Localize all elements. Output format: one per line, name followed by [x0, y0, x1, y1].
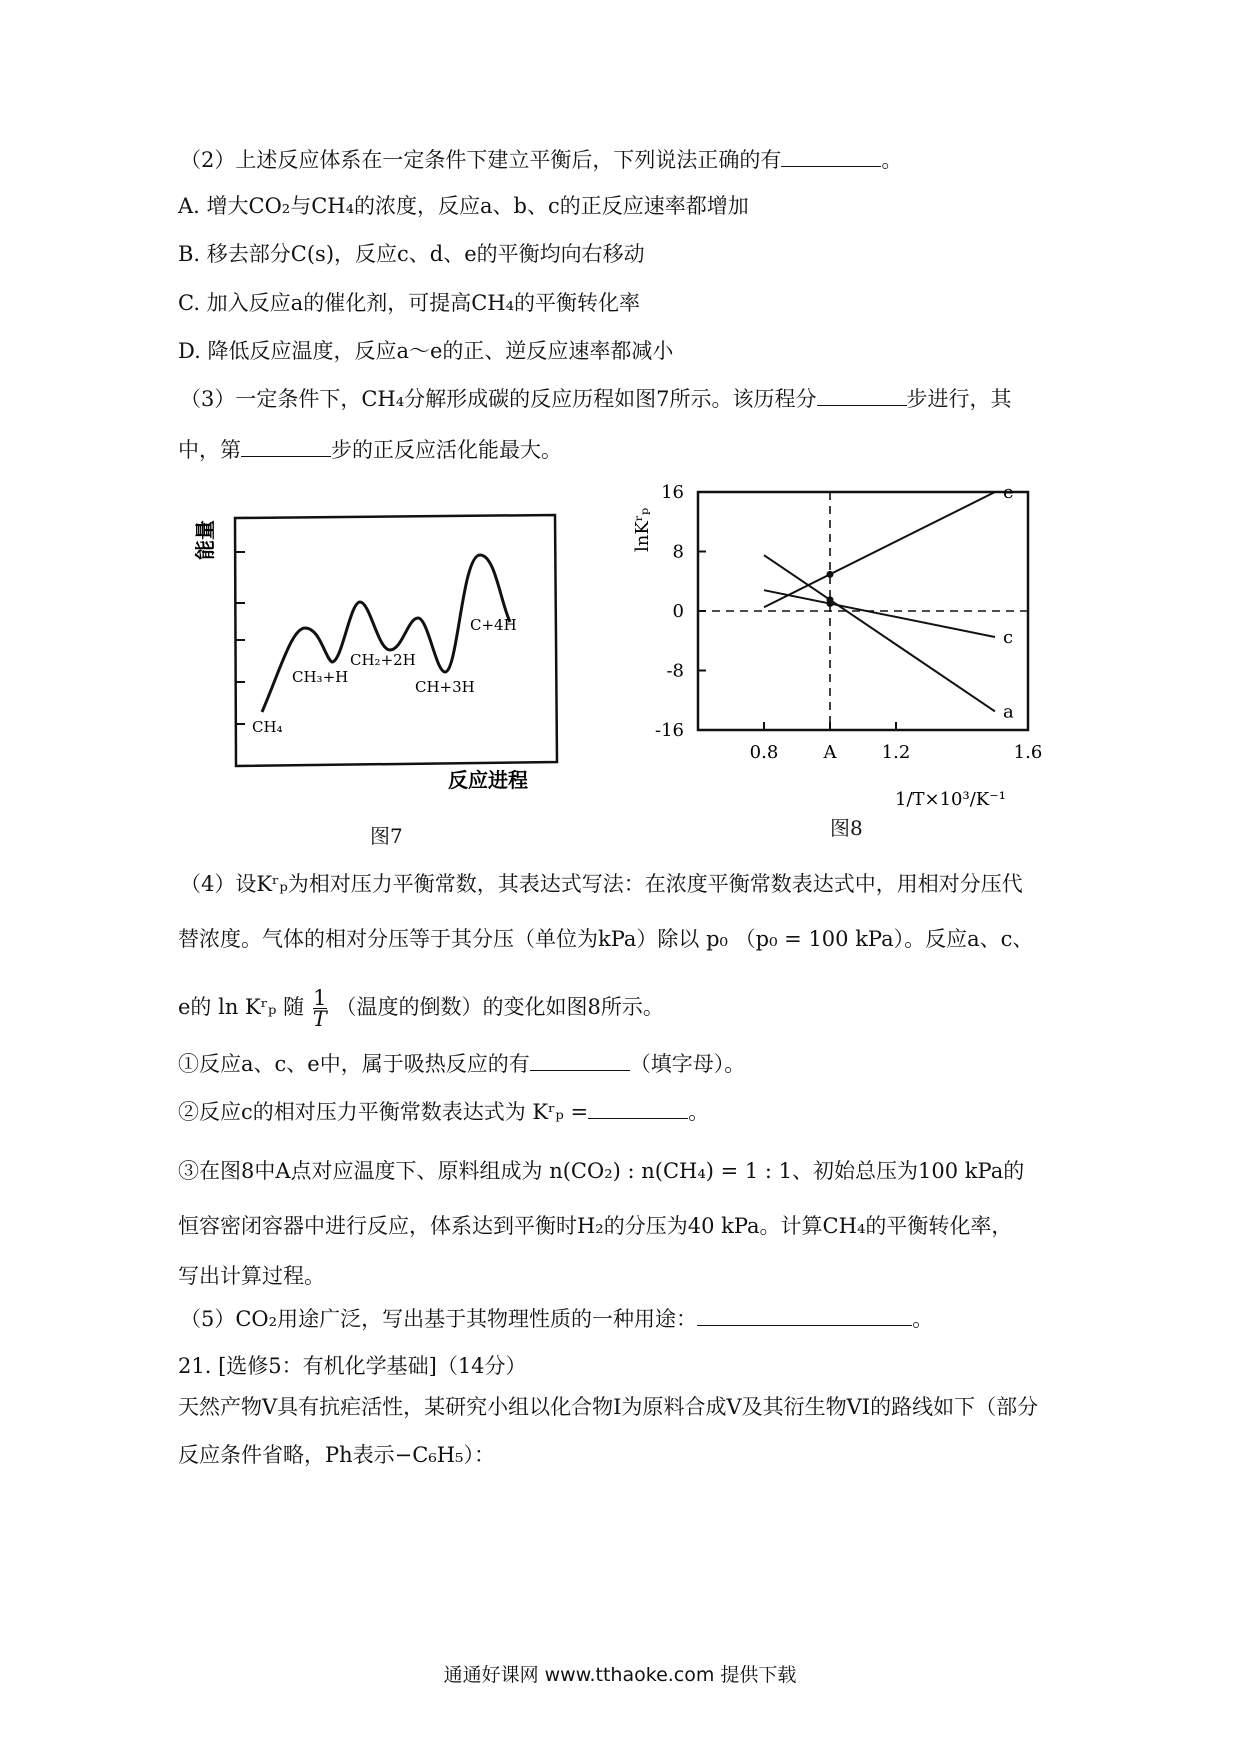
fig7-ylabel: 能量: [193, 520, 217, 560]
q2-option-d: D. 降低反应温度，反应a～e的正、逆反应速率都减小: [178, 339, 674, 363]
x-tick-label: 1.6: [1013, 742, 1043, 763]
q21-line1: 天然产物V具有抗疟活性，某研究小组以化合物I为原料合成V及其衍生物VI的路线如下（部分: [178, 1395, 1039, 1419]
fig7-caption: 图7: [370, 824, 403, 848]
q4-line2: 替浓度。气体的相对分压等于其分压（单位为kPa）除以 p₀ （p₀ = 100 kPa）。反应a、c、: [178, 927, 1034, 951]
fig7-y-ticks: [236, 552, 245, 724]
q4-sub3-line1: ③在图8中A点对应温度下、原料组成为 n(CO₂) : n(CH₄) = 1 : 1、初始总压为100 kPa的: [178, 1159, 1025, 1183]
q2-option-c: C. 加入反应a的催化剂，可提高CH₄的平衡转化率: [178, 291, 640, 315]
fig8-xlabel: 1/T×10³/K⁻¹: [895, 789, 1006, 810]
x-tick-label: A: [823, 742, 837, 763]
q4-sub3-line3: 写出计算过程。: [178, 1264, 325, 1288]
answer-blank[interactable]: [781, 146, 881, 167]
figure-7: [193, 500, 600, 800]
answer-blank[interactable]: [241, 436, 331, 457]
fig7-label-c4h: C+4H: [470, 616, 517, 634]
q4-sub2: ②反应c的相对压力平衡常数表达式为 Kʳₚ = 。: [178, 1100, 710, 1124]
fig7-label-ch4: CH₄: [252, 718, 283, 736]
q4-sub3-line2: 恒容密闭容器中进行反应，体系达到平衡时H₂的分压为40 kPa。计算CH₄的平衡转化率，: [178, 1214, 1013, 1238]
q5: （5）CO₂用途广泛，写出基于其物理性质的一种用途： 。: [180, 1307, 934, 1331]
q4-sub1: ①反应a、c、e中，属于吸热反应的有 （填字母）。: [178, 1052, 746, 1076]
q21-line2: 反应条件省略，Ph表示−C₆H₅）：: [178, 1443, 495, 1467]
fig7-label-ch22h: CH₂+2H: [350, 651, 416, 669]
footer: 通通好课网 www.tthaoke.com 提供下载: [443, 1664, 797, 1686]
q4-line1: （4）设Kʳₚ为相对压力平衡常数，其表达式写法：在浓度平衡常数表达式中，用相对分压代: [180, 872, 1023, 896]
figure-8: [620, 480, 1060, 820]
answer-blank[interactable]: [697, 1305, 912, 1326]
q2-option-b: B. 移去部分C(s)，反应c、d、e的平衡均向右移动: [178, 242, 645, 266]
y-tick-label: -16: [655, 720, 684, 741]
fig7-xlabel: 反应进程: [448, 768, 528, 792]
intersection-point-a: [827, 596, 834, 603]
x-tick-label: 1.2: [881, 742, 911, 763]
fig8-ylabel: lnKʳₚ: [632, 507, 653, 552]
fig7-label-ch3h2: CH+3H: [415, 678, 475, 696]
fig8-caption: 图8: [830, 816, 863, 840]
series-label-e: e: [1003, 482, 1014, 503]
y-tick-label: 8: [672, 541, 684, 563]
x-tick-label: 0.8: [749, 742, 779, 763]
series-label-a: a: [1003, 701, 1014, 723]
fig7-frame: [235, 515, 557, 766]
y-tick-label: -8: [666, 660, 684, 682]
answer-blank[interactable]: [588, 1098, 688, 1119]
intersection-point-e: [827, 571, 834, 578]
q2-stem: （2）上述反应体系在一定条件下建立平衡后，下列说法正确的有 。: [180, 148, 903, 172]
series-line-c: [764, 590, 995, 637]
q3-line1: （3）一定条件下，CH₄分解形成碳的反应历程如图7所示。该历程分 步进行，其: [180, 387, 1012, 411]
series-line-a: [764, 555, 995, 711]
q3-line2: 中，第 步的正反应活化能最大。: [178, 438, 562, 462]
y-tick-label: 16: [661, 482, 684, 503]
fig7-label-ch3h: CH₃+H: [292, 668, 349, 686]
series-label-c: c: [1003, 627, 1014, 649]
answer-blank[interactable]: [817, 385, 907, 406]
fraction: $\frac{1}{T}$: [312, 986, 327, 1031]
q4-line3: e的 ln Kʳₚ 随 $\frac{1}{T}$ （温度的倒数）的变化如图8所示。: [178, 986, 664, 1031]
answer-blank[interactable]: [530, 1050, 630, 1071]
series-line-e: [764, 492, 995, 607]
q2-option-a: A. 增大CO₂与CH₄的浓度，反应a、b、c的正反应速率都增加: [178, 194, 749, 218]
y-tick-label: 0: [672, 601, 684, 622]
q21-title: 21. [选修5：有机化学基础]（14分）: [178, 1354, 527, 1378]
